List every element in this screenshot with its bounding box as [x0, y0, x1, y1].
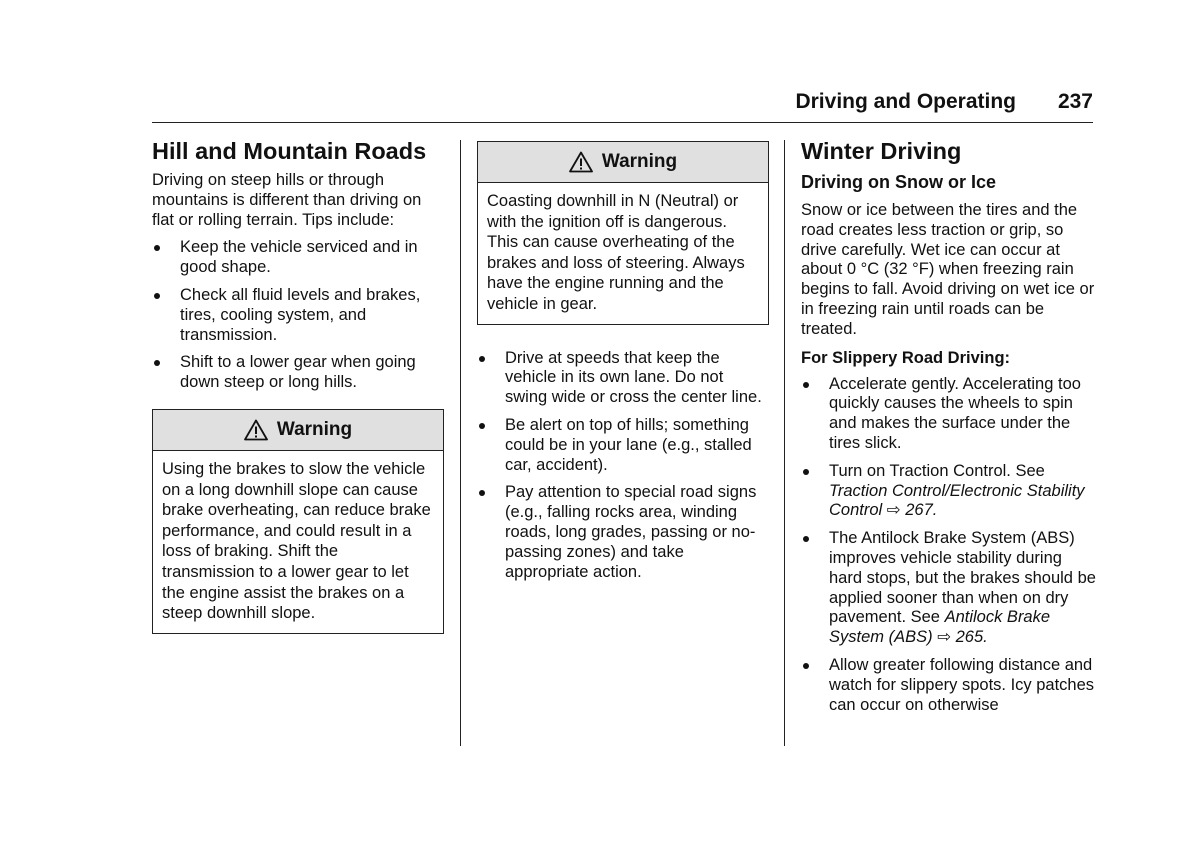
cross-reference-link[interactable]: Traction Control/Electronic Stability Control [829, 481, 1085, 520]
list-item: Check all fluid levels and brakes, tires, cooling system, and transmission. [152, 286, 444, 345]
list-item: Allow greater following distance and watch for slippery spots. Icy patches can occur on otherwise [801, 656, 1096, 715]
page-number: 237 [1057, 90, 1093, 113]
list-item: Pay attention to special road signs (e.g., falling rocks area, winding roads, long grades, passing or no-passing zones) and take appropriate action. [477, 483, 769, 582]
warning-title: Warning [276, 419, 353, 441]
column-divider [784, 140, 785, 746]
bullet-icon [479, 356, 485, 362]
subsection-heading: Driving on Snow or Ice [801, 172, 997, 192]
warning-title: Warning [601, 151, 678, 173]
paragraph: Driving on steep hills or through mountains is different than driving on flat or rolling terrain. Tips include: [152, 171, 422, 229]
bullet-icon [803, 663, 809, 669]
list-item: The Antilock Brake System (ABS) improves vehicle stability during hard stops, but the brakes should be applied sooner than when on dry pavement. See Antilock Brake System (ABS) ⇨ 265. [801, 529, 1096, 648]
bullet-icon [479, 423, 485, 429]
warning-header [478, 142, 768, 183]
column-winter-driving [801, 138, 1096, 723]
list-item: Shift to a lower gear when going down steep or long hills. [152, 353, 444, 393]
cross-reference-link[interactable]: Antilock Brake System (ABS) [829, 608, 1051, 647]
warning-text: Coasting downhill in N (Neutral) or with the ignition off is dangerous. This can cause overheating of the brakes and loss of steering. Always have the engine running and the vehicle in gear. [487, 192, 745, 313]
bullet-list [152, 238, 444, 393]
bullet-icon [803, 536, 809, 542]
section-title: Driving and Operating [795, 90, 1016, 113]
bullet-list [801, 375, 1096, 716]
column-divider [460, 140, 461, 746]
bullet-list [477, 349, 769, 583]
bullet-icon [479, 490, 485, 496]
warning-header [153, 410, 443, 451]
warning-box [477, 141, 769, 325]
warning-box [152, 409, 444, 634]
page-header [152, 88, 1093, 123]
list-item: Accelerate gently. Accelerating too quickly causes the wheels to spin and makes the surface under the tires slick. [801, 375, 1096, 454]
column-middle [477, 138, 769, 590]
warning-text: Using the brakes to slow the vehicle on a long downhill slope can cause brake overheating, can reduce brake performance, and could result in a loss of braking. Shift the transmission to a lower gear to let the engine assist the brakes on a steep downhill slope. [162, 459, 431, 623]
list-item: Turn on Traction Control. See Traction Control/Electronic Stability Control ⇨ 267. [801, 462, 1096, 521]
bullet-icon [154, 293, 160, 299]
list-item: Be alert on top of hills; something could be in your lane (e.g., stalled car, accident). [477, 416, 769, 475]
paragraph: Snow or ice between the tires and the road creates less traction or grip, so drive carefully. Wet ice can occur at about 0 °C (32 °F) when freezing rain begins to fall. Avoid driving on wet ice or in freezing rain until roads can be treated. [801, 201, 1095, 338]
warning-triangle-icon [569, 151, 593, 173]
page-ref-arrow-icon: ⇨ [937, 628, 952, 647]
column-hill-roads [152, 138, 444, 634]
list-item: Drive at speeds that keep the vehicle in its own lane. Do not swing wide or cross the center line. [477, 349, 769, 408]
page-ref-arrow-icon: ⇨ [886, 501, 901, 520]
list-item: Keep the vehicle serviced and in good shape. [152, 238, 444, 278]
page-ref-number[interactable]: 267 [905, 501, 933, 520]
bullet-icon [154, 360, 160, 366]
bullet-icon [803, 382, 809, 388]
section-heading: Hill and Mountain Roads [152, 138, 427, 164]
section-heading: Winter Driving [801, 138, 962, 164]
bullet-icon [154, 245, 160, 251]
page-ref-number[interactable]: 265 [955, 628, 984, 647]
bullet-icon [803, 469, 809, 475]
list-heading: For Slippery Road Driving: [801, 348, 1011, 367]
warning-triangle-icon [244, 419, 268, 441]
